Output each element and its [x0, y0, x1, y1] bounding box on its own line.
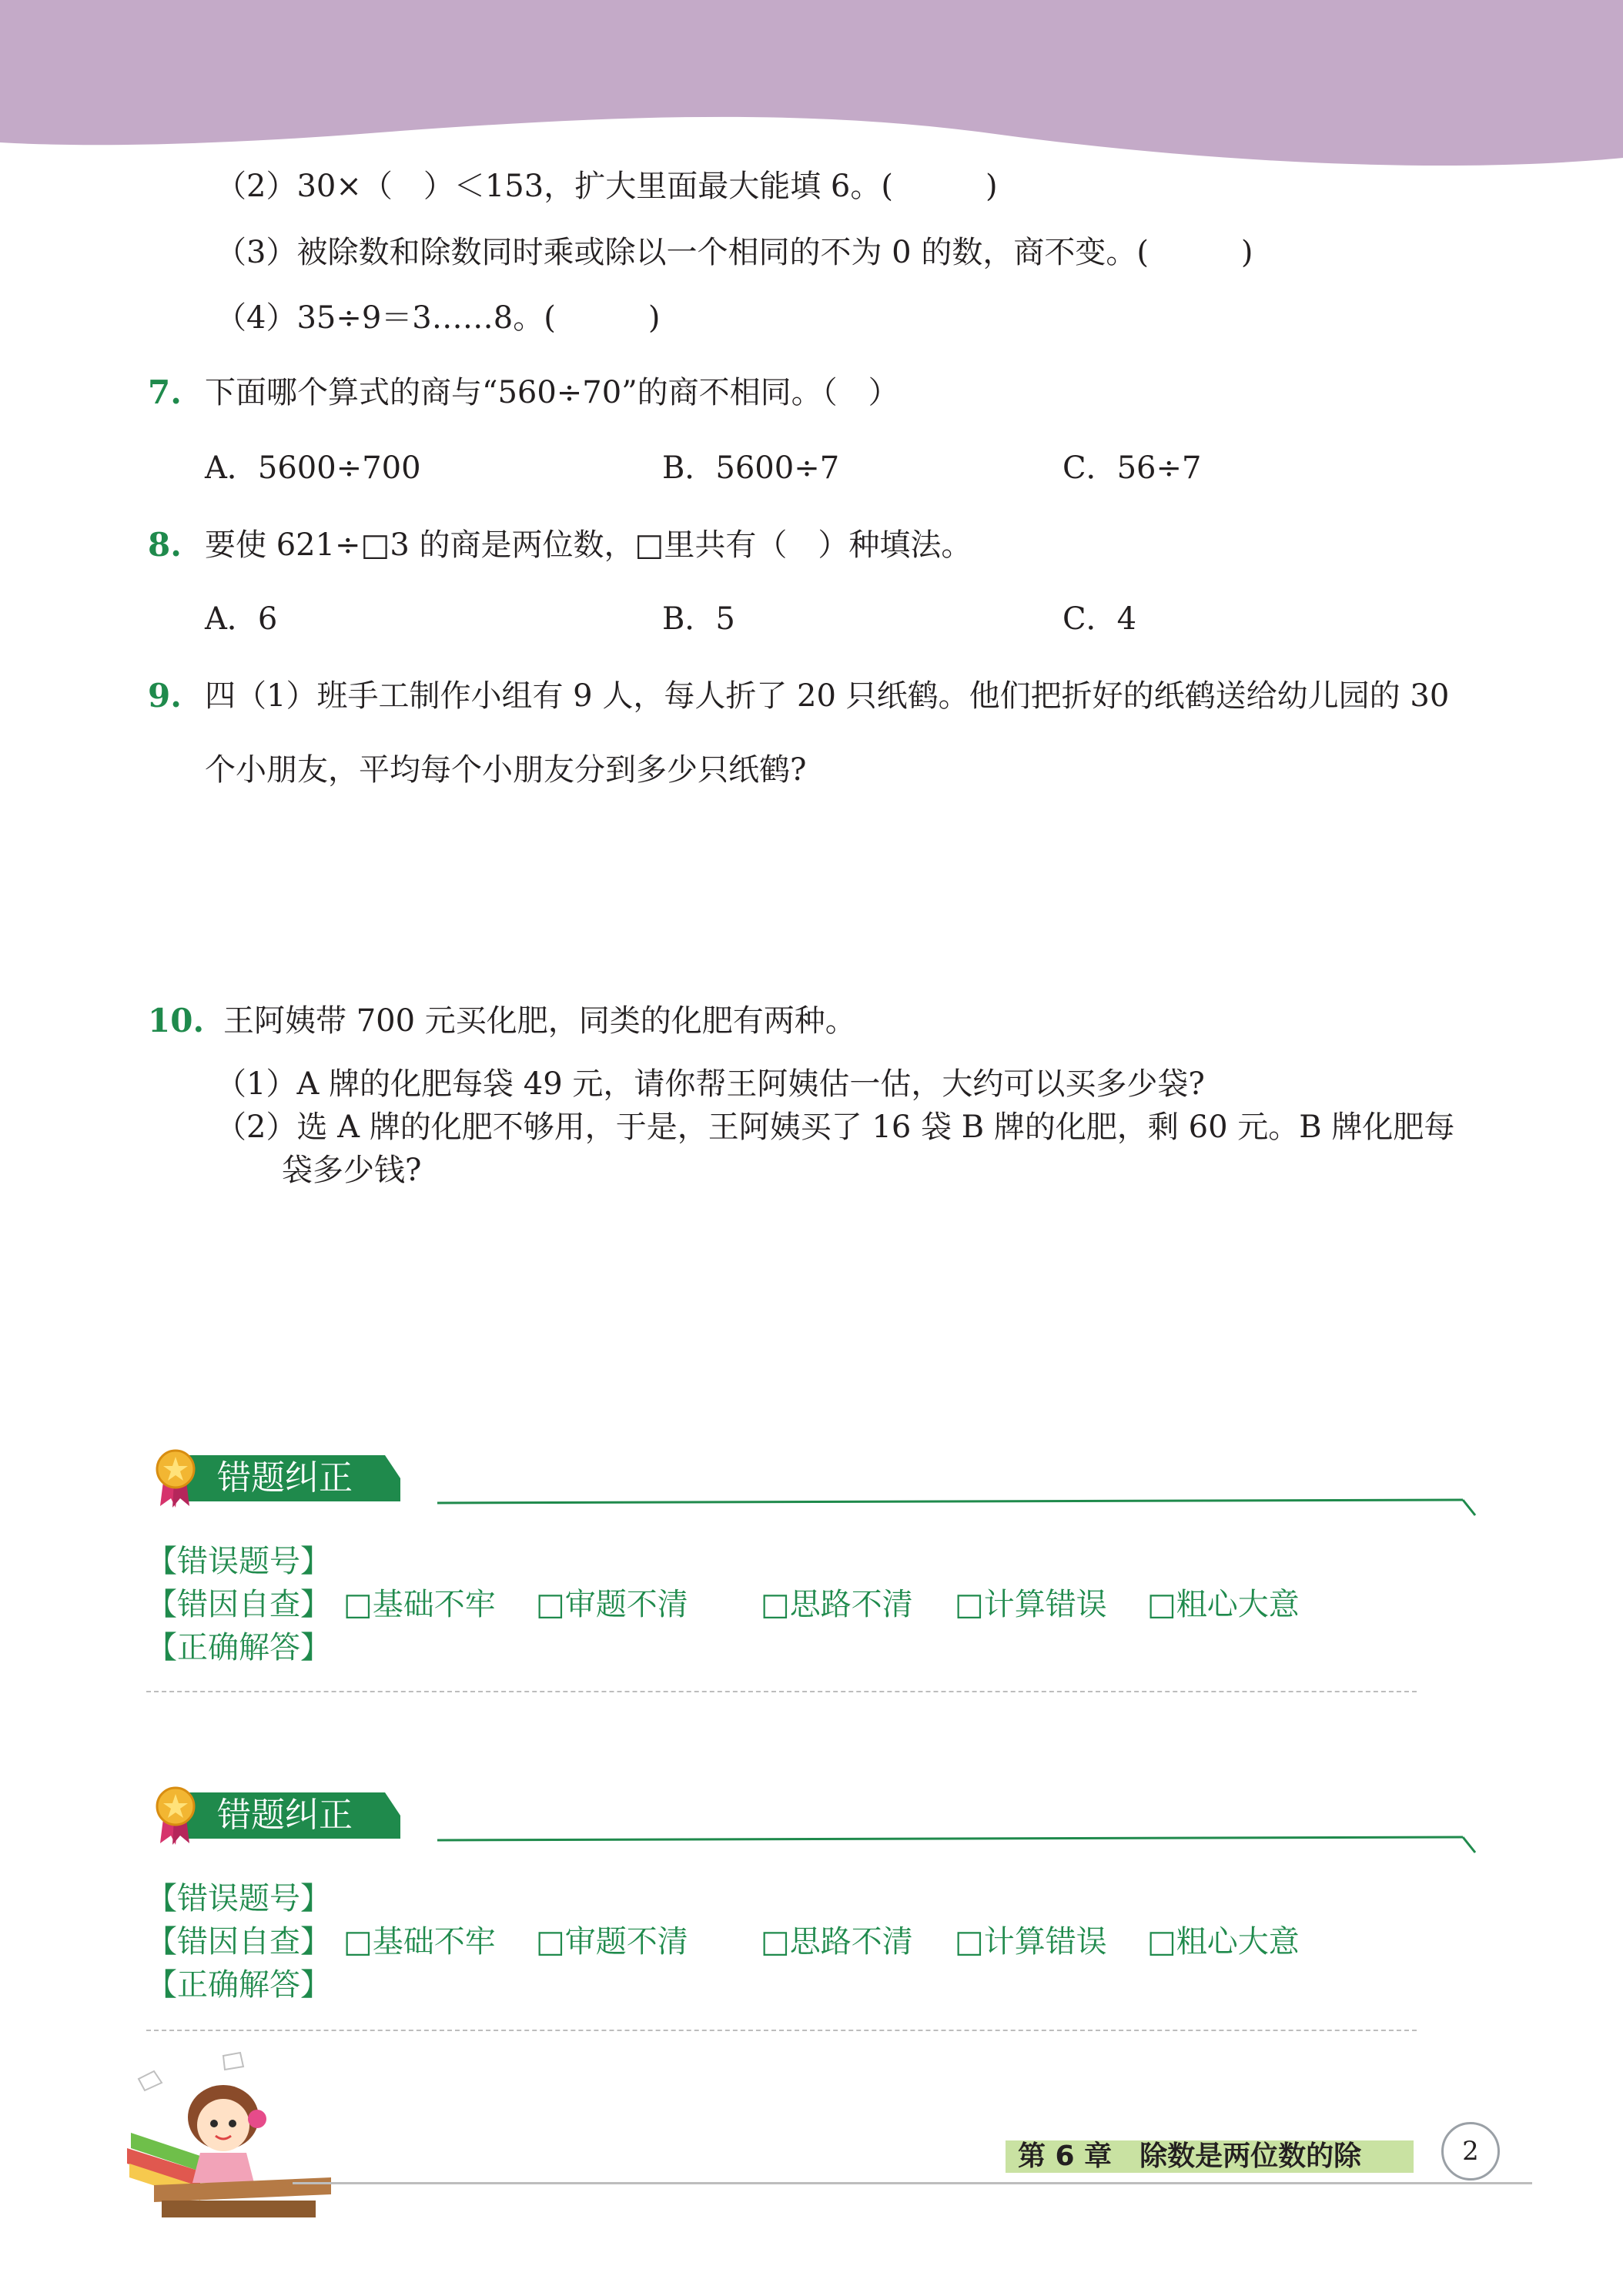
reason-option-2-4[interactable]: □计算错误: [955, 1924, 1107, 1960]
correct-answer-label-2: 【正确解答】: [146, 1967, 331, 2003]
medal-icon: [152, 1785, 199, 1846]
footer-rule: [293, 2182, 1532, 2184]
reason-option-1-2[interactable]: □审题不清: [536, 1587, 688, 1622]
correct-answer-label-1: 【正确解答】: [146, 1630, 331, 1665]
question-10-sub-2-line-1: （2）选 A 牌的化肥不够用，于是，王阿姨买了 16 袋 B 牌的化肥，剩 60 元。B 牌化肥每: [216, 1110, 1455, 1145]
reason-option-2-2[interactable]: □审题不清: [536, 1924, 688, 1960]
question-10-sub-2-line-2: 袋多少钱?: [282, 1153, 422, 1188]
reason-label-1: 【错因自查】: [146, 1587, 331, 1622]
question-7-option-c: C．56÷7: [1062, 450, 1202, 486]
reason-option-2-1[interactable]: □基础不牢: [343, 1924, 496, 1960]
question-10-number: 10.: [148, 1002, 205, 1039]
question-10-sub-1: （1）A 牌的化肥每袋 49 元，请你帮王阿姨估一估，大约可以买多少袋?: [216, 1066, 1205, 1102]
footer-chapter-title: 第 6 章 除数是两位数的除: [1018, 2140, 1362, 2172]
judge-item-3: （3）被除数和除数同时乘或除以一个相同的不为 0 的数，商不变。( ): [216, 235, 1253, 270]
reason-option-1-1[interactable]: □基础不牢: [343, 1587, 496, 1622]
question-9-number: 9.: [148, 677, 182, 715]
reason-option-2-3[interactable]: □思路不清: [761, 1924, 913, 1960]
divider-dashed-1: [146, 1691, 1417, 1692]
question-10-text: 王阿姨带 700 元买化肥，同类的化肥有两种。: [223, 1003, 856, 1039]
wrong-number-label-2: 【错误题号】: [146, 1881, 331, 1916]
question-7-option-a: A．5600÷700: [205, 450, 421, 486]
divider-dashed-2: [146, 2030, 1417, 2031]
correction-banner-2: [154, 1785, 1478, 1854]
question-8-option-b: B．5: [662, 601, 735, 637]
judge-item-4: （4）35÷9＝3……8。( ): [216, 300, 661, 336]
reason-label-2: 【错因自查】: [146, 1924, 331, 1960]
correction-banner-1: [154, 1448, 1478, 1517]
wrong-number-label-1: 【错误题号】: [146, 1544, 331, 1579]
reason-option-1-4[interactable]: □计算错误: [955, 1587, 1107, 1622]
medal-icon: [152, 1448, 199, 1509]
reason-option-2-5[interactable]: □粗心大意: [1147, 1924, 1300, 1960]
header-wave-banner: [0, 0, 1623, 177]
reason-option-1-3[interactable]: □思路不清: [761, 1587, 913, 1622]
question-7-number: 7.: [148, 373, 182, 411]
correction-title-2: 错题纠正: [217, 1796, 353, 1835]
question-8-text: 要使 621÷□3 的商是两位数，□里共有（ ）种填法。: [205, 527, 972, 563]
question-8-number: 8.: [148, 526, 182, 564]
student-girl-illustration: [108, 2048, 331, 2217]
correction-title-1: 错题纠正: [217, 1458, 353, 1498]
question-9-line-1: 四（1）班手工制作小组有 9 人，每人折了 20 只纸鹤。他们把折好的纸鹤送给幼儿园的 30: [205, 678, 1450, 714]
judge-item-2: （2）30×（ ）＜153，扩大里面最大能填 6。( ): [216, 169, 998, 204]
reason-option-1-5[interactable]: □粗心大意: [1147, 1587, 1300, 1622]
page-number: 2: [1441, 2122, 1500, 2181]
question-7-option-b: B．5600÷7: [662, 450, 840, 486]
question-8-option-c: C．4: [1062, 601, 1137, 637]
question-7-text: 下面哪个算式的商与“560÷70”的商不相同。（ ）: [205, 375, 899, 410]
question-8-option-a: A．6: [205, 601, 278, 637]
question-9-line-2: 个小朋友，平均每个小朋友分到多少只纸鹤?: [205, 752, 807, 788]
